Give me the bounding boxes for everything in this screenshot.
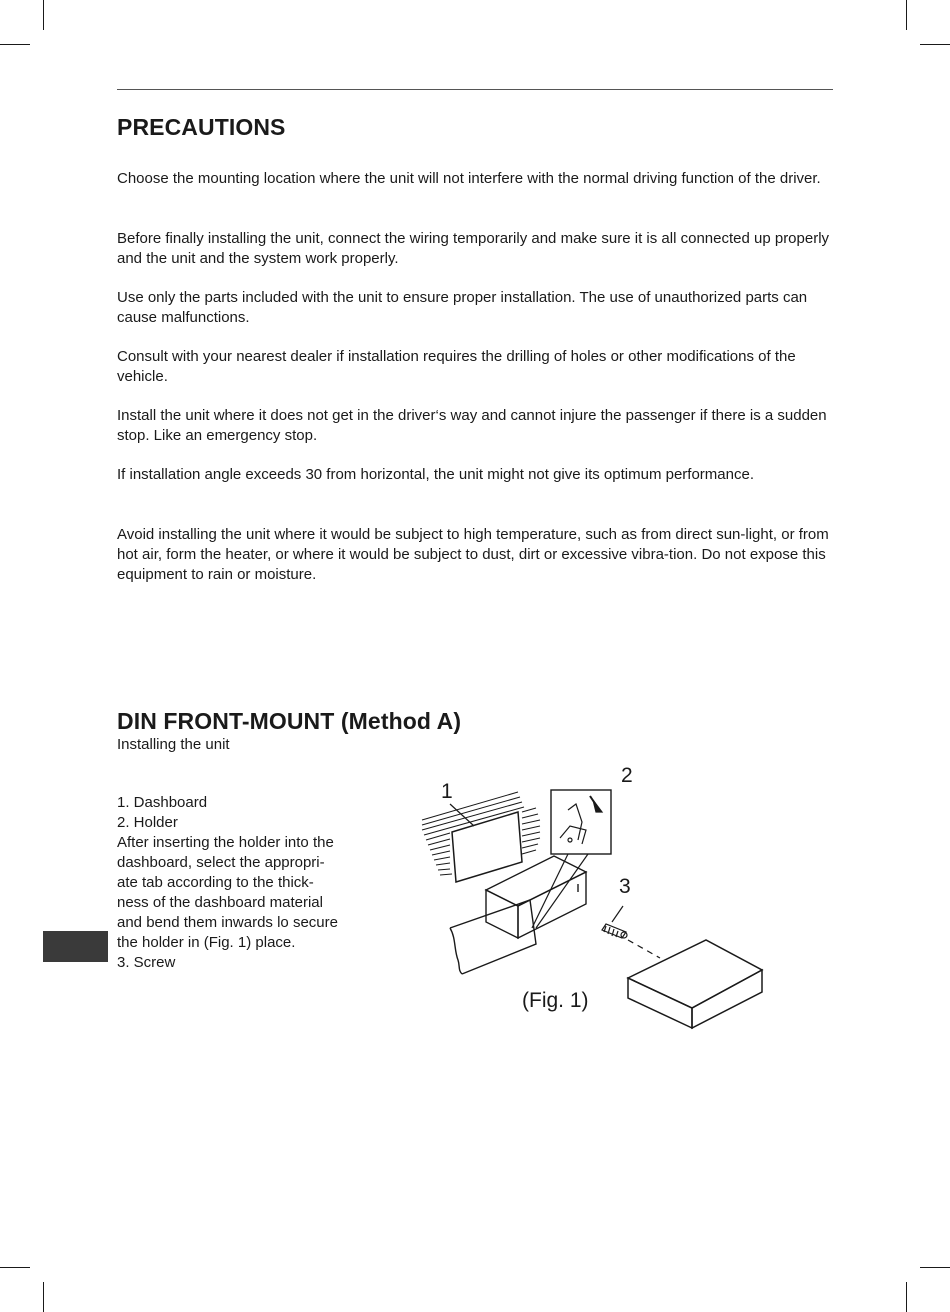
crop-mark — [920, 1267, 950, 1268]
label-leader-line — [612, 906, 623, 922]
crop-mark — [906, 0, 907, 30]
list-item: After inserting the holder into the — [117, 834, 334, 851]
dashed-guide-line — [628, 940, 660, 958]
list-item: the holder in (Fig. 1) place. — [117, 934, 296, 951]
list-item: 2. Holder — [117, 814, 178, 831]
figure-label-2: 2 — [621, 764, 633, 787]
dashboard-panel — [450, 900, 536, 974]
din-mount-subtitle: Installing the unit — [117, 736, 230, 753]
precaution-paragraph: Before finally installing the unit, connect the wiring temporarily and make sure it is all connected up properly and the unit and the system work properly. — [117, 230, 830, 267]
holder-detail-box — [551, 790, 611, 854]
side-tab-marker — [43, 931, 108, 962]
list-item: 3. Screw — [117, 954, 176, 971]
precaution-paragraph: Avoid installing the unit where it would be subject to high temperature, such as from direct sun-light, or from hot air, form the heater, or where it would be subject to dust, dirt or excessive vibra-tion. Do not expose this equipment to rain or moisture. — [117, 526, 829, 583]
din-mount-title: DIN FRONT-MOUNT (Method A) — [117, 708, 462, 734]
label-leader-line — [450, 804, 474, 826]
list-item: ness of the dashboard material — [117, 894, 323, 911]
precaution-paragraph: Install the unit where it does not get in the driver‘s way and cannot injure the passenger if there is a sudden stop. Like an emergency stop. — [117, 407, 827, 444]
figure-label-1: 1 — [441, 780, 453, 803]
crop-mark — [906, 1282, 907, 1312]
list-item: ate tab according to the thick- — [117, 874, 314, 891]
list-item: dashboard, select the appropri- — [117, 854, 325, 871]
precaution-paragraph: Choose the mounting location where the unit will not interfere with the normal driving function of the driver. — [117, 170, 821, 187]
crop-mark — [0, 1267, 30, 1268]
head-unit — [628, 940, 762, 1028]
crop-mark — [0, 44, 30, 45]
crop-mark — [43, 1282, 44, 1312]
parts-list — [117, 793, 367, 973]
arrow-icon — [593, 800, 602, 812]
figure-caption: (Fig. 1) — [522, 989, 589, 1012]
screw — [602, 924, 627, 938]
precautions-title: PRECAUTIONS — [117, 114, 286, 140]
precaution-paragraph: Consult with your nearest dealer if installation requires the drilling of holes or other modifications of the vehicle. — [117, 348, 796, 385]
figure-label-3: 3 — [619, 875, 631, 898]
installation-diagram — [410, 760, 780, 1040]
crop-mark — [920, 44, 950, 45]
dashboard-opening — [452, 812, 522, 882]
precaution-paragraph: Use only the parts included with the unit to ensure proper installation. The use of unauthorized parts can cause malfunctions. — [117, 289, 808, 326]
header-rule — [117, 89, 833, 90]
list-item: and bend them inwards lo secure — [117, 914, 338, 931]
list-item: 1. Dashboard — [117, 794, 208, 811]
installation-figure — [410, 760, 780, 1040]
crop-mark — [43, 0, 44, 30]
holder-tab-detail — [560, 796, 598, 844]
precaution-paragraph: If installation angle exceeds 30 from horizontal, the unit might not give its optimum performance. — [117, 466, 754, 483]
